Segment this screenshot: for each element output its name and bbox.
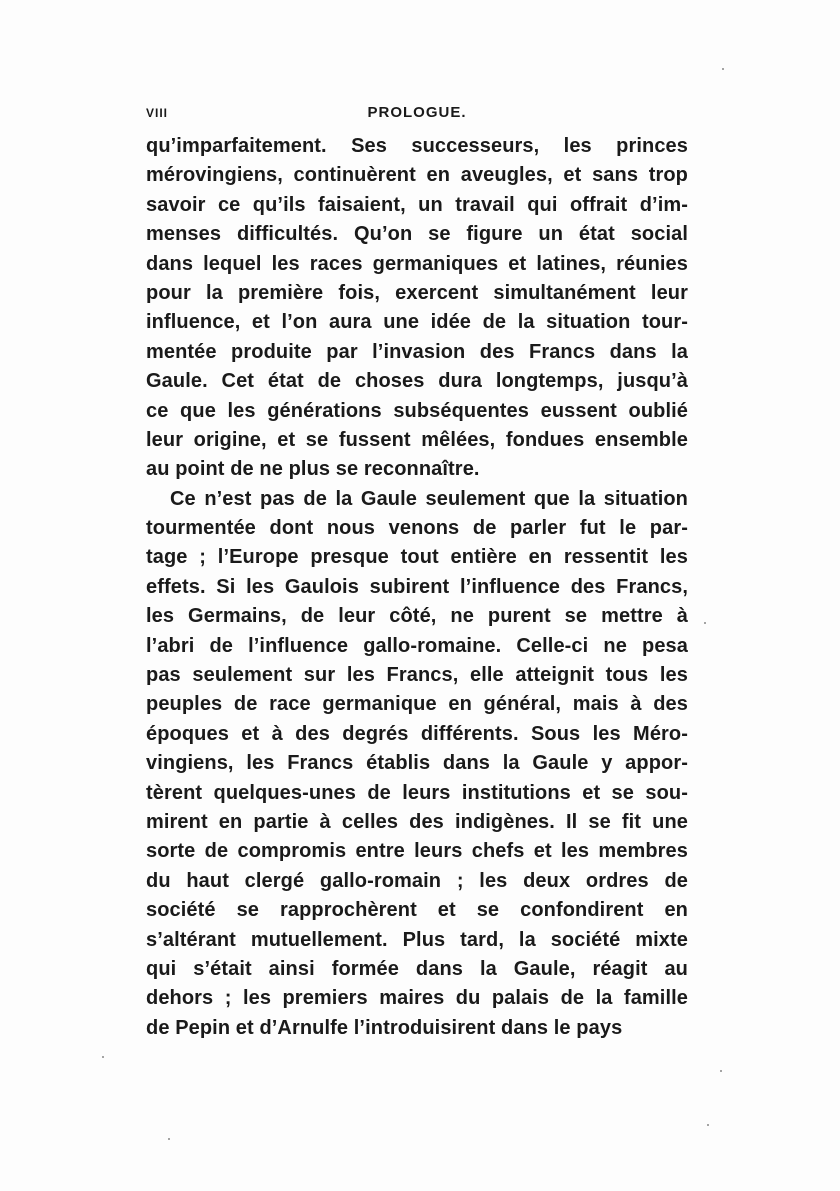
text-line: Ce n’est pas de la Gaule seulement que la situation <box>170 487 688 510</box>
text-line: mérovingiens, continuèrent en aveugles, et sans trop <box>146 164 688 187</box>
body-text <box>146 132 688 1043</box>
text-line: tourmentée dont nous venons de parler fut le par- <box>146 517 688 540</box>
text-line: dehors ; les premiers maires du palais de la famille <box>146 987 688 1010</box>
text-line: au point de ne plus se reconnaître. <box>146 458 480 481</box>
text-line: s’altérant mutuellement. Plus tard, la société mixte <box>146 928 688 951</box>
text-line: pour la première fois, exercent simultanément leur <box>146 281 688 304</box>
text-line: qui s’était ainsi formée dans la Gaule, réagit au <box>146 957 688 980</box>
text-line: les Germains, de leur côté, ne purent se mettre à <box>146 605 688 628</box>
text-line: sorte de compromis entre leurs chefs et les membres <box>146 840 688 863</box>
text-line: société se rapprochèrent et se confondirent en <box>146 899 688 922</box>
paper-speck <box>168 1138 170 1140</box>
running-title: PROLOGUE. <box>367 104 467 121</box>
text-line: qu’imparfaitement. Ses successeurs, les princes <box>146 135 688 157</box>
text-line: du haut clergé gallo-romain ; les deux ordres de <box>146 869 688 892</box>
paper-speck <box>704 622 706 624</box>
paragraph <box>146 132 688 485</box>
paper-speck <box>720 1070 722 1072</box>
text-line: peuples de race germanique en général, mais à des <box>146 693 688 716</box>
text-line: ce que les générations subséquentes eussent oublié <box>146 399 688 422</box>
text-line: pas seulement sur les Francs, elle atteignit tous les <box>146 664 688 687</box>
paper-speck <box>722 68 724 70</box>
paper-speck <box>102 1056 104 1058</box>
text-line: mirent en partie à celles des indigènes. Il se fit une <box>146 810 688 833</box>
page-number: VIII <box>146 106 169 120</box>
paragraph <box>146 485 688 1043</box>
text-line: époques et à des degrés différents. Sous les Méro- <box>146 722 688 745</box>
text-line: menses difficultés. Qu’on se figure un état social <box>146 223 688 246</box>
text-line: mentée produite par l’invasion des Francs dans la <box>146 340 688 363</box>
text-line: dans lequel les races germaniques et latines, réunies <box>146 252 688 275</box>
text-line: de Pepin et d’Arnulfe l’introduisirent dans le pays <box>146 1016 623 1039</box>
text-line: effets. Si les Gaulois subirent l’influence des Francs, <box>146 575 688 598</box>
text-line: tage ; l’Europe presque tout entière en ressentit les <box>146 546 688 569</box>
text-line: Gaule. Cet état de choses dura longtemps, jusqu’à <box>146 370 688 393</box>
running-head <box>146 104 688 126</box>
text-line: tèrent quelques-unes de leurs institutions et se sou- <box>146 781 688 804</box>
paper-speck <box>707 1124 709 1126</box>
text-line: vingiens, les Francs établis dans la Gaule y appor- <box>146 752 688 775</box>
text-line: l’abri de l’influence gallo-romaine. Celle-ci ne pesa <box>146 634 688 657</box>
text-line: influence, et l’on aura une idée de la situation tour- <box>146 311 688 334</box>
text-line: leur origine, et se fussent mêlées, fondues ensemble <box>146 428 688 451</box>
text-line: savoir ce qu’ils faisaient, un travail qui offrait d’im- <box>146 193 688 216</box>
